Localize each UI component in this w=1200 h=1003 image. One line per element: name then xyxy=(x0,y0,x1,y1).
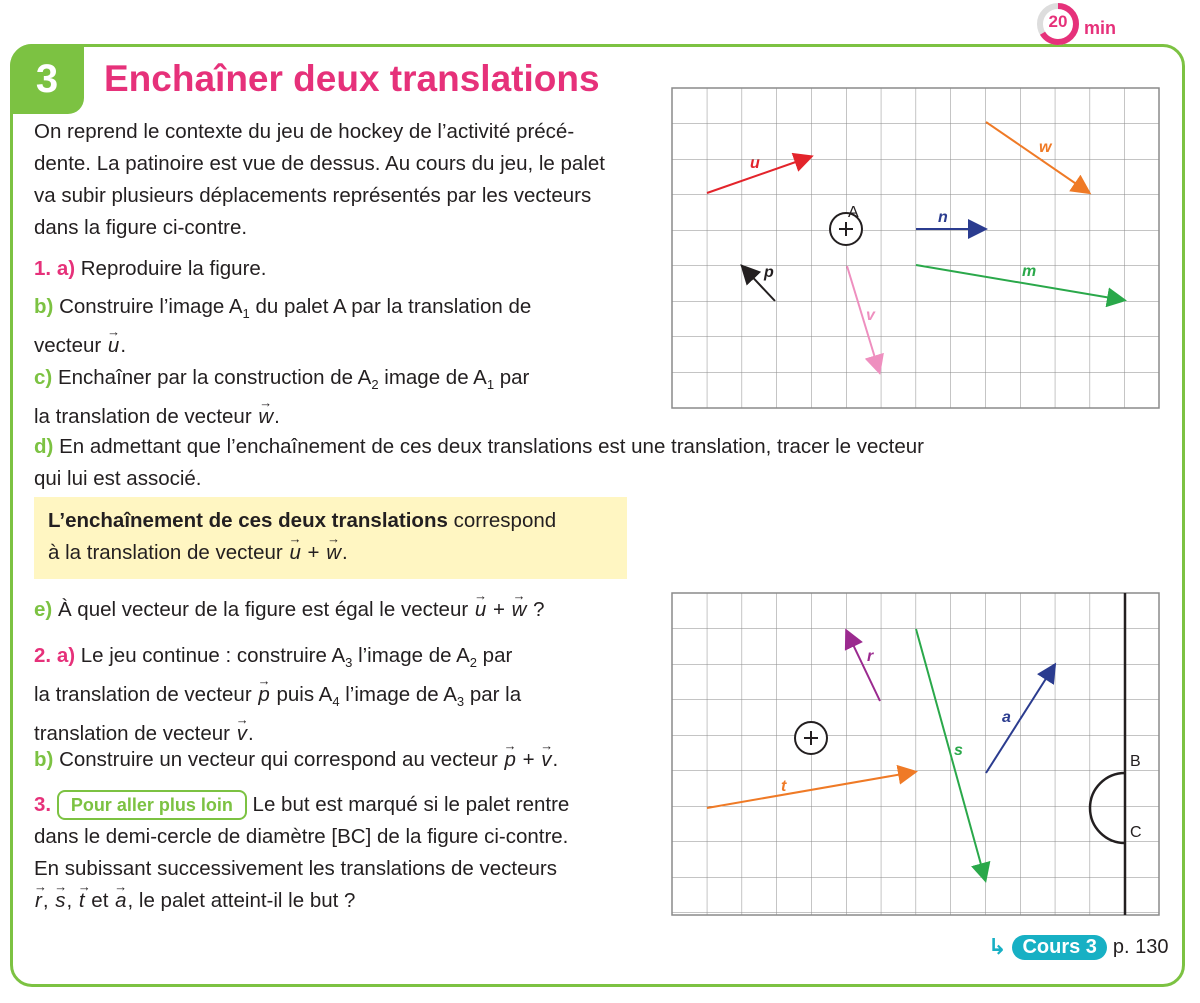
vector-v-label: v xyxy=(866,307,875,324)
cours-badge[interactable]: Cours 3 xyxy=(1012,935,1106,960)
figure-1-grid xyxy=(670,86,1164,412)
definition-box: L’enchaînement de ces deux translations correspond à la translation de vecteur → u + → w. xyxy=(34,497,627,579)
vector-r-label: r xyxy=(867,648,874,665)
cours-page: p. 130 xyxy=(1112,935,1169,958)
intro-text: On reprend le contexte du jeu de hockey de l’activité précé- dente. La patinoire est vue de dessus. Au cours du jeu, le palet va subir plusieurs déplacements représentés par les vecteurs dans la figure ci-contre. xyxy=(34,120,605,239)
arrow-right-icon: ↳ xyxy=(988,934,1007,959)
cours-reference[interactable] xyxy=(988,934,1169,960)
vector-u-label: u xyxy=(750,155,760,172)
exercise-number: 3 xyxy=(10,44,84,114)
vector-w-label: w xyxy=(1039,139,1052,156)
exercise-title: Enchaîner deux translations xyxy=(104,58,600,99)
timer-unit: min xyxy=(1084,18,1117,38)
q1e: e) À quel vecteur de la figure est égal le vecteur → u + → w ? xyxy=(34,594,545,626)
timer-value: 20 xyxy=(1048,12,1068,31)
q1a: 1. a) Reproduire la figure. xyxy=(34,257,267,280)
q3: 3. Pour aller plus loin Le but est marqué si le palet rentre dans le demi-cercle de diamètre [BC] de la figure ci-contre. En subissant successivement les translations de vecteurs → r, → s, → t et → a, le palet atteint-il le but ? xyxy=(34,789,664,917)
vector-a-label: a xyxy=(1002,709,1011,726)
point-a-label: A xyxy=(848,204,859,221)
point-b-label: B xyxy=(1130,753,1141,770)
q1d: d) En admettant que l’enchaînement de ces deux translations est une translation, tracer le vecteur qui lui est associé. xyxy=(34,435,924,490)
q1c: c) Enchaîner par la construction de $A_2$ image de $A_1$ par la translation de vecteur → w. xyxy=(34,362,654,433)
vector-s-label: s xyxy=(954,742,963,759)
vector-p-label: p xyxy=(764,264,774,281)
q1b: b) Construire l’image $A_1$ du palet A par la translation de vecteur → u. xyxy=(34,291,654,362)
q2b: b) Construire un vecteur qui correspond au vecteur → p + → v. xyxy=(34,744,558,776)
figure-2-grid xyxy=(670,591,1164,919)
further-badge: Pour aller plus loin xyxy=(57,790,247,820)
vector-m-label: m xyxy=(1022,263,1037,280)
q2a: 2. a) Le jeu continue : construire $A_3$ l’image de $A_2$ par la translation de vecteur → p puis $A_4$ l’image de $A_3$ par la translation de vecteur → v. xyxy=(34,640,654,750)
vector-n-label: n xyxy=(938,209,948,226)
vector-t-label: t xyxy=(781,778,787,795)
point-c-label: C xyxy=(1130,824,1142,841)
